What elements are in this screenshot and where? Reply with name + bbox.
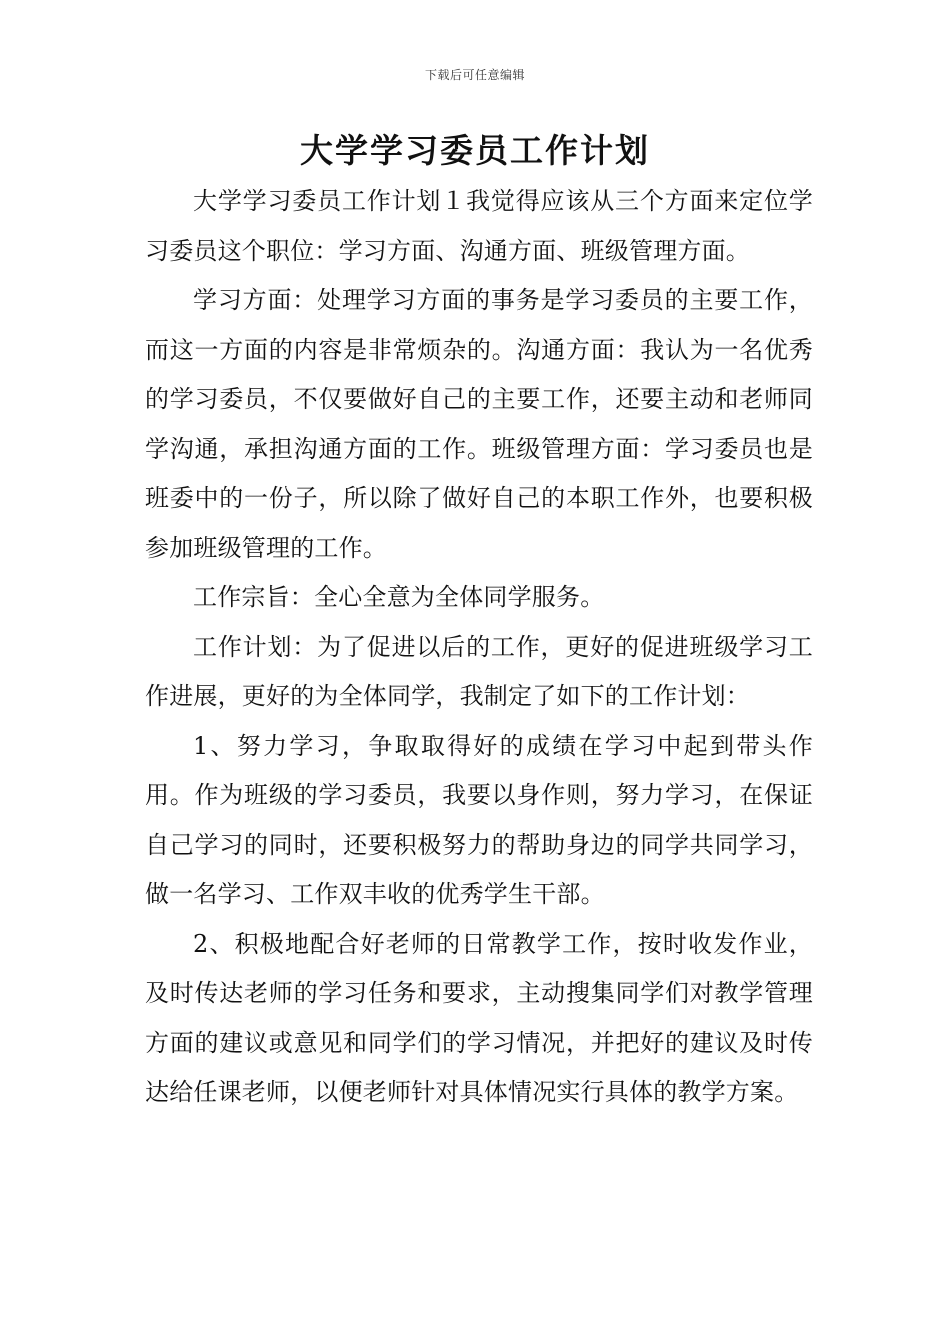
paragraph-item-1: 1、努力学习，争取取得好的成绩在学习中起到带头作用。作为班级的学习委员，我要以身作则，努力学习，在保证自己学习的同时，还要积极努力的帮助身边的同学共同学习，做一名学习、工作双丰收的优秀学生干部。	[145, 731, 813, 908]
paragraph-work-purpose: 工作宗旨：全心全意为全体同学服务。	[193, 583, 605, 611]
paragraph-study-aspect: 学习方面：处理学习方面的事务是学习委员的主要工作，而这一方面的内容是非常烦杂的。沟通方面：我认为一名优秀的学习委员，不仅要做好自己的主要工作，还要主动和老师同学沟通，承担沟通方面的工作。班级管理方面：学习委员也是班委中的一份子，所以除了做好自己的本职工作外，也要积极参加班级管理的工作。	[145, 286, 813, 562]
header-note: 下载后可任意编辑	[424, 68, 525, 82]
document-body	[145, 177, 813, 1118]
paragraph-work-plan: 工作计划：为了促进以后的工作，更好的促进班级学习工作进展，更好的为全体同学，我制定了如下的工作计划：	[145, 632, 813, 710]
paragraph-intro: 大学学习委员工作计划１我觉得应该从三个方面来定位学习委员这个职位：学习方面、沟通方面、班级管理方面。	[145, 187, 813, 265]
paragraph-item-2: 2、积极地配合好老师的日常教学工作，按时收发作业，及时传达老师的学习任务和要求，主动搜集同学们对教学管理方面的建议或意见和同学们的学习情况，并把好的建议及时传达给任课老师，以便老师针对具体情况实行具体的教学方案。	[145, 929, 813, 1106]
document-title: 大学学习委员工作计划	[300, 131, 650, 170]
